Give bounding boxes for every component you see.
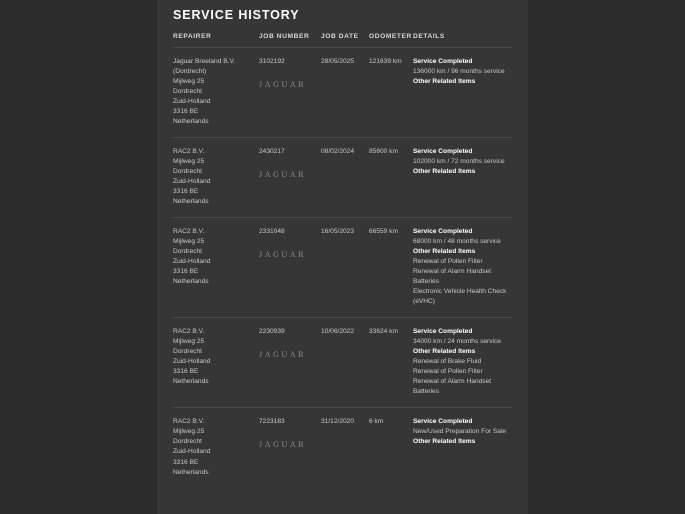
job-date-value: 08/02/2024 [321,148,355,156]
jaguar-logo: JAGUAR [259,170,307,180]
table-header [173,33,512,48]
repairer-address-line: 3316 BE [173,458,199,466]
job-date-value: 10/06/2022 [321,328,355,336]
cell-details [413,218,512,318]
cell-repairer [173,218,259,318]
column-header-details: DETAILS [413,33,512,48]
cell-job-number [259,408,321,488]
odometer-value: 66559 km [369,228,398,236]
repairer-address-line: 3316 BE [173,188,199,196]
repairer-address-line: Mijlweg 25 [173,158,205,166]
column-header-job-number: JOB NUMBER [259,33,321,48]
status-badge: Service Completed [413,228,473,236]
repairer-address-line: Zuid-Holland [173,258,211,266]
repairer-address-line: Dordrecht [173,88,202,96]
repairer-address-line: Zuid-Holland [173,178,211,186]
table-row [173,48,512,138]
job-number-value: 3102192 [259,58,285,65]
cell-repairer [173,48,259,138]
other-related-item: Renewal of Alarm Handset Batteries [413,378,492,396]
service-description: 68000 km / 48 months service [413,238,501,246]
jaguar-logo: JAGUAR [259,250,307,260]
cell-job-date [321,138,369,218]
cell-odometer [369,218,413,318]
other-related-items-heading: Other Related Items [413,78,476,86]
status-badge: Service Completed [413,148,473,156]
repairer-address-line: Mijlweg 25 [173,338,205,346]
cell-job-number [259,138,321,218]
cell-job-date [321,408,369,488]
repairer-address-line: Dordrecht [173,248,202,256]
other-related-items-heading: Other Related Items [413,168,476,176]
cell-details [413,408,512,488]
column-header-job-date: JOB DATE [321,33,369,48]
table-body [173,48,512,488]
service-description: 102000 km / 72 months service [413,158,505,166]
service-description: 34000 km / 24 months service [413,338,501,346]
job-number-value: 2331048 [259,228,285,236]
other-related-items-heading: Other Related Items [413,248,476,256]
cell-odometer [369,408,413,488]
other-related-item: Renewal of Pollen Filter [413,368,483,376]
repairer-address-line: Dordrecht [173,348,202,356]
cell-repairer [173,408,259,488]
job-date-value: 31/12/2020 [321,418,355,426]
cell-details [413,48,512,138]
column-header-odometer: ODOMETER [369,33,413,48]
cell-job-number [259,318,321,408]
repairer-address-line: Netherlands [173,468,209,476]
repairer-address-line: Zuid-Holland [173,448,211,456]
repairer-address-line: (Dordrecht) [173,68,207,76]
repairer-address-line: RAC2 B.V. [173,228,205,236]
status-badge: Service Completed [413,418,473,426]
cell-details [413,318,512,408]
repairer-address-line: RAC2 B.V. [173,148,205,156]
job-date-value: 16/05/2023 [321,228,355,236]
table-row [173,408,512,488]
cell-job-number [259,48,321,138]
service-history-sheet [157,0,528,514]
job-date-value: 28/05/2025 [321,58,355,65]
repairer-address-line: Netherlands [173,378,209,386]
cell-odometer [369,138,413,218]
service-description: New/Used Preparation For Sale [413,428,507,436]
repairer-address-line: Mijlweg 25 [173,238,205,246]
table-header-row [173,33,512,48]
repairer-address-line: Zuid-Holland [173,98,211,106]
odometer-value: 85600 km [369,148,398,156]
cell-job-date [321,218,369,318]
repairer-address-line: RAC2 B.V. [173,328,205,336]
jaguar-logo: JAGUAR [259,80,307,90]
other-related-item: Renewal of Brake Fluid [413,358,482,366]
jaguar-logo: JAGUAR [259,440,307,450]
other-related-item: Renewal of Pollen Filter [413,258,483,266]
service-description: 136000 km / 96 months service [413,68,505,76]
cell-job-date [321,48,369,138]
jaguar-logo: JAGUAR [259,350,307,360]
service-history-table [173,33,512,488]
cell-odometer [369,48,413,138]
status-badge: Service Completed [413,328,473,336]
repairer-address-line: Zuid-Holland [173,358,211,366]
odometer-value: 6 km [369,418,384,426]
repairer-address-line: Mijlweg 25 [173,428,205,436]
other-related-item: Electronic Vehicle Health Check (eVHC) [413,288,507,306]
repairer-address-line: 3316 BE [173,108,199,116]
cell-repairer [173,138,259,218]
cell-details [413,138,512,218]
repairer-address-line: Dordrecht [173,168,202,176]
table-row [173,218,512,318]
repairer-address-line: Netherlands [173,278,209,286]
odometer-value: 33624 km [369,328,398,336]
cell-job-number [259,218,321,318]
repairer-address-line: Dordrecht [173,438,202,446]
other-related-item: Renewal of Alarm Handset Batteries [413,268,492,286]
cell-repairer [173,318,259,408]
page-title: SERVICE HISTORY [173,8,300,22]
repairer-address-line: RAC2 B.V. [173,418,205,426]
repairer-address-line: Netherlands [173,118,209,126]
cell-odometer [369,318,413,408]
table-row [173,318,512,408]
other-related-items-heading: Other Related Items [413,438,476,446]
other-related-items-heading: Other Related Items [413,348,476,356]
repairer-address-line: 3316 BE [173,268,199,276]
cell-job-date [321,318,369,408]
table-row [173,138,512,218]
repairer-address-line: Jaguar Breeland B.V. [173,58,236,65]
repairer-address-line: Netherlands [173,198,209,206]
repairer-address-line: Mijlweg 25 [173,78,205,86]
repairer-address-line: 3316 BE [173,368,199,376]
odometer-value: 121639 km [369,58,402,65]
column-header-repairer: REPAIRER [173,33,259,48]
job-number-value: 2430217 [259,148,285,156]
status-badge: Service Completed [413,58,473,65]
job-number-value: 7223183 [259,418,285,426]
job-number-value: 2230939 [259,328,285,336]
